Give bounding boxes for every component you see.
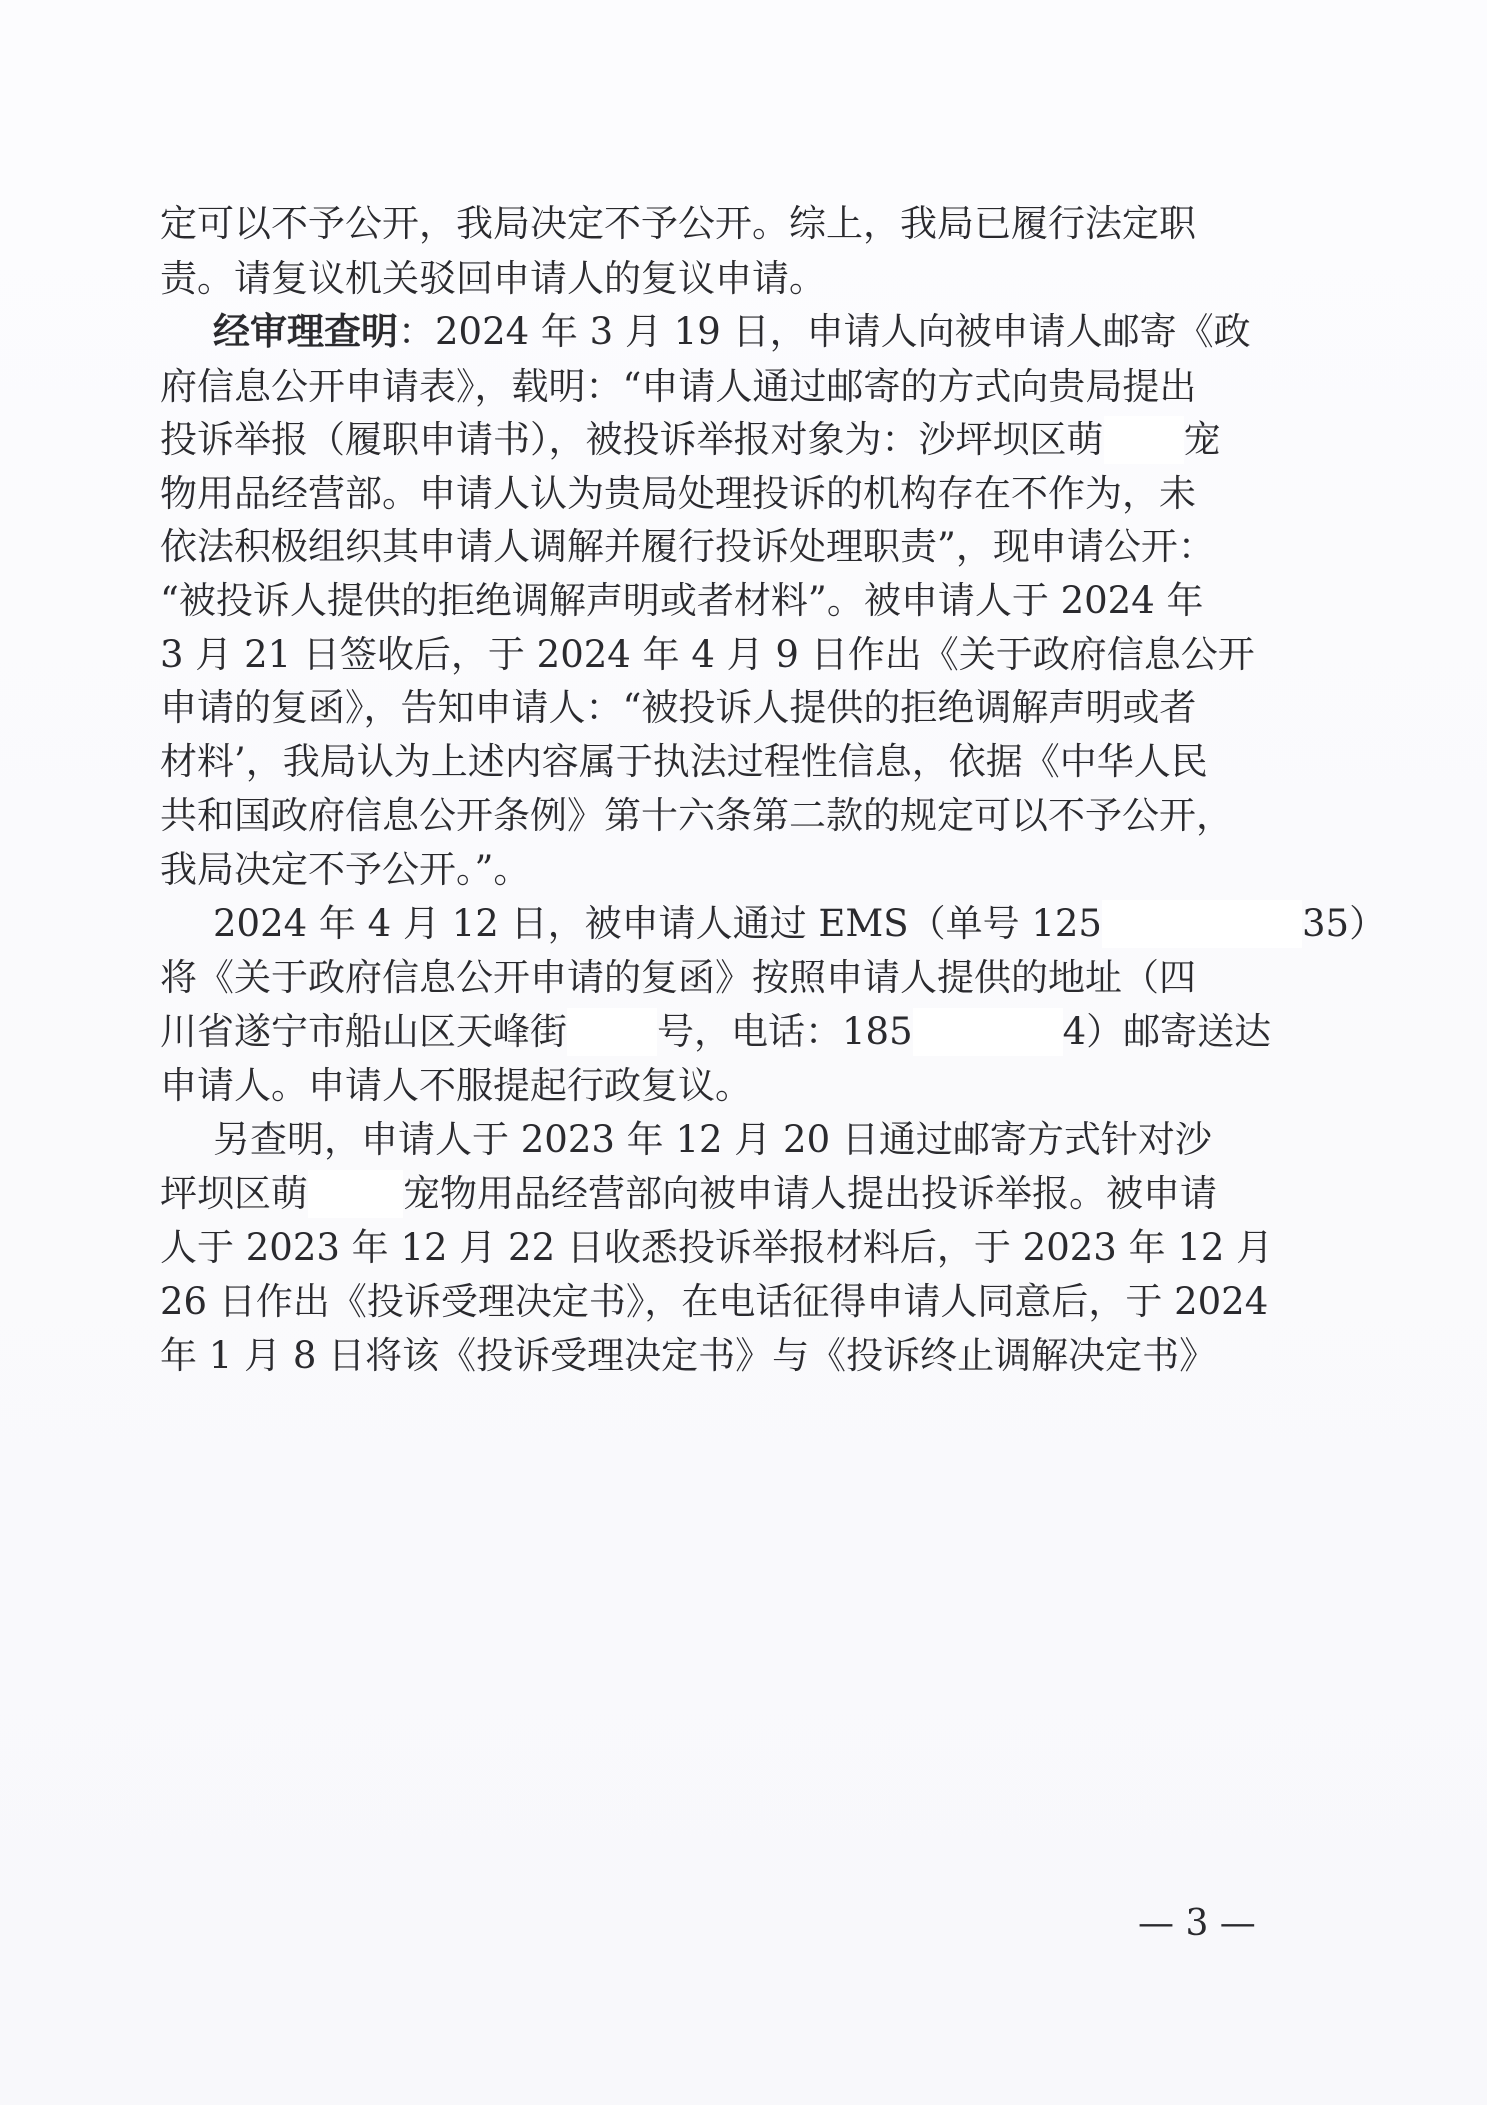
section-heading: 经审理查明 (213, 310, 398, 353)
text-line-17: 申请人。申请人不服提起行政复议。 (160, 1064, 752, 1107)
text-line-11: 材料’，我局认为上述内容属于执法过程性信息，依据《中华人民 (160, 740, 1208, 783)
text-line-7: 依法积极组织其申请人调解并履行投诉处理职责”，现申请公开： (160, 525, 1215, 568)
redaction-box (913, 1008, 1063, 1056)
redaction-box (308, 1170, 403, 1218)
text-line-20: 人于 2023 年 12 月 22 日收悉投诉举报材料后，于 2023 年 12 月 (160, 1226, 1274, 1269)
text-line-8: “被投诉人提供的拒绝调解声明或者材料”。被申请人于 2024 年 (160, 579, 1204, 622)
text-line-16: 川省遂宁市船山区天峰街 号，电话：185 4）邮寄送达 (160, 1008, 1271, 1056)
text-line-1: 定可以不予公开，我局决定不予公开。综上，我局已履行法定职 (160, 202, 1196, 245)
text-line-22: 年 1 月 8 日将该《投诉受理决定书》与《投诉终止调解决定书》 (160, 1334, 1217, 1377)
text-line-18: 另查明，申请人于 2023 年 12 月 20 日通过邮寄方式针对沙 (213, 1118, 1212, 1161)
text-line-6: 物用品经营部。申请人认为贵局处理投诉的机构存在不作为，未 (160, 472, 1196, 515)
redaction-box (567, 1008, 657, 1056)
text-line-19: 坪坝区萌 宠物用品经营部向被申请人提出投诉举报。被申请 (160, 1170, 1217, 1218)
text-line-3: 经审理查明：2024 年 3 月 19 日，申请人向被申请人邮寄《政 (213, 310, 1251, 353)
text-line-10: 申请的复函》，告知申请人：“被投诉人提供的拒绝调解声明或者 (160, 686, 1197, 729)
text-line-9: 3 月 21 日签收后，于 2024 年 4 月 9 日作出《关于政府信息公开 (160, 633, 1255, 676)
text-line-13: 我局决定不予公开。”。 (160, 848, 531, 891)
page-number: — 3 — (1138, 1903, 1256, 1944)
text-line-12: 共和国政府信息公开条例》第十六条第二款的规定可以不予公开， (160, 794, 1233, 837)
text-line-4: 府信息公开申请表》，载明：“申请人通过邮寄的方式向贵局提出 (160, 365, 1197, 408)
text-line-21: 26 日作出《投诉受理决定书》，在电话征得申请人同意后，于 2024 (160, 1280, 1269, 1323)
text-line-2: 责。请复议机关驳回申请人的复议申请。 (160, 257, 826, 300)
text-line-15: 将《关于政府信息公开申请的复函》按照申请人提供的地址（四 (160, 956, 1196, 999)
redaction-box (1104, 416, 1184, 464)
redaction-box (1102, 900, 1302, 948)
text-line-5: 投诉举报（履职申请书），被投诉举报对象为：沙坪坝区萌 宠 (160, 416, 1221, 464)
text-line-14: 2024 年 4 月 12 日，被申请人通过 EMS（单号 125 35） (213, 900, 1386, 948)
